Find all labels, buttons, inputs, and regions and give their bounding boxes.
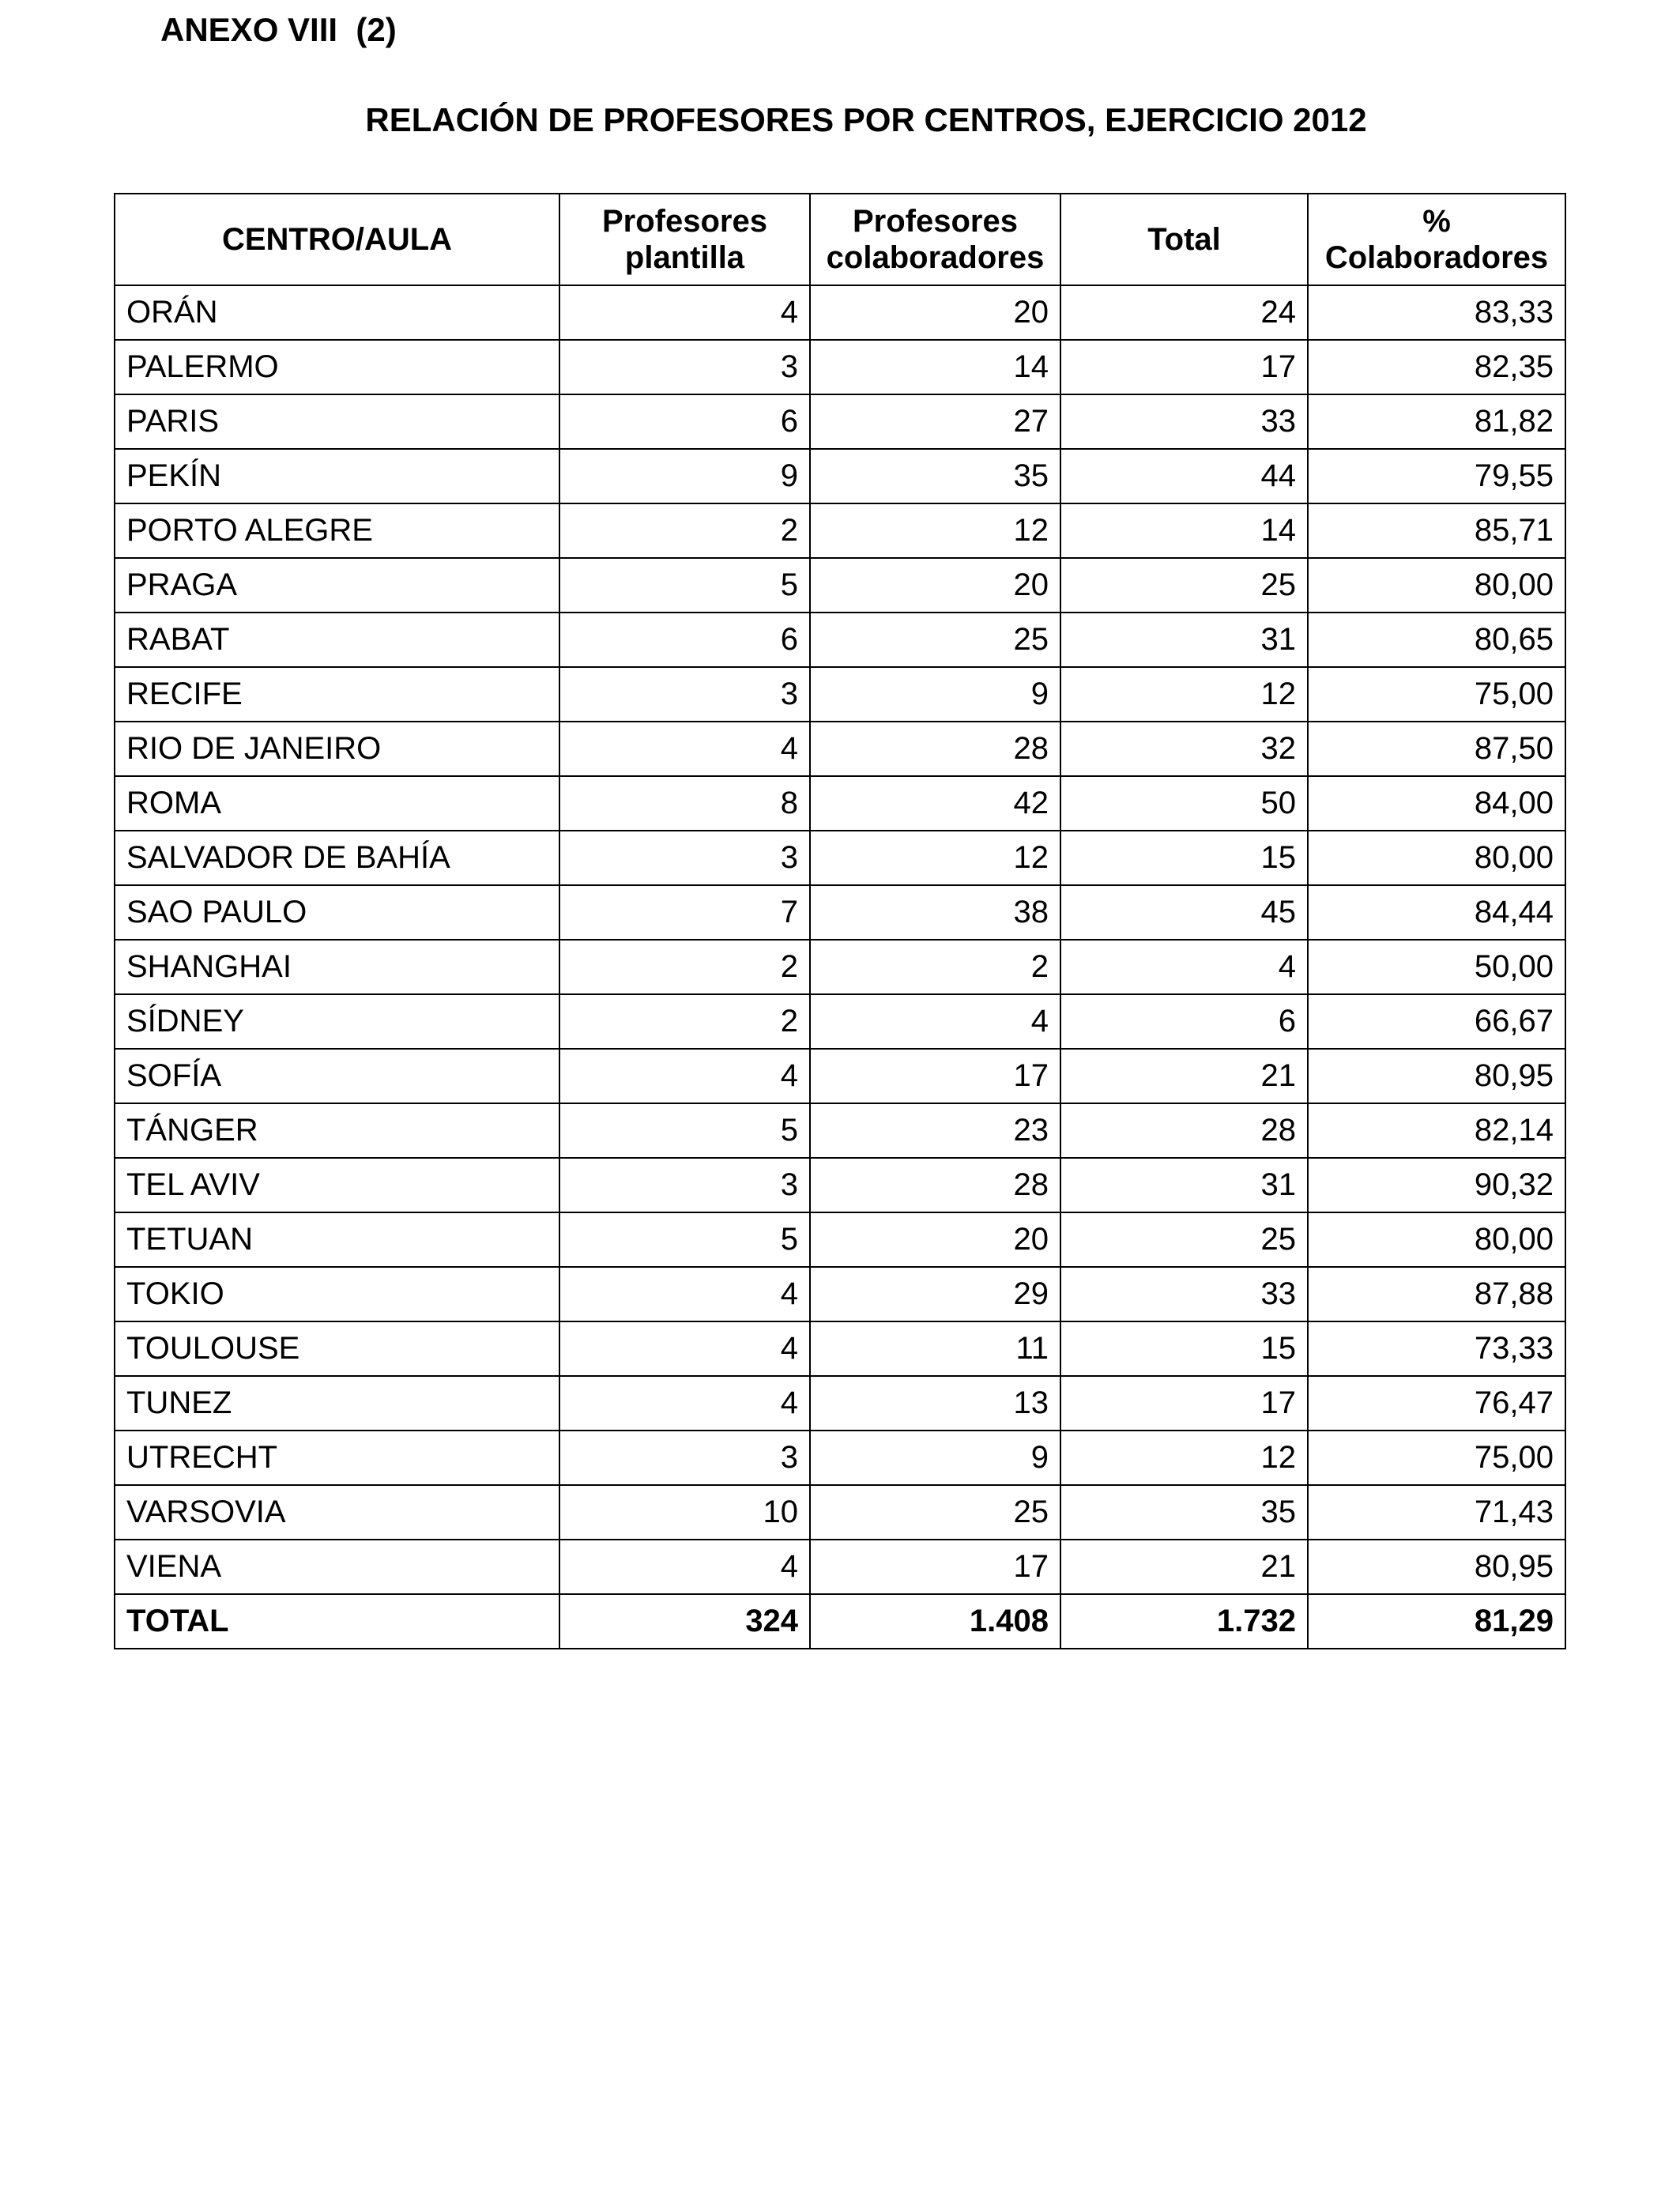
cell-colaboradores: 28: [810, 1158, 1060, 1212]
cell-total: 25: [1060, 558, 1308, 613]
cell-colaboradores: 14: [810, 340, 1060, 394]
cell-total: 17: [1060, 340, 1308, 394]
annex-label: ANEXO VIII (2): [160, 11, 397, 48]
table-row: [115, 1431, 1565, 1485]
header-pct-line2: Colaboradores: [1324, 240, 1549, 275]
table-body: [115, 285, 1565, 1649]
cell-pct: 82,14: [1308, 1103, 1565, 1158]
table-row: [115, 449, 1565, 503]
cell-colaboradores: 9: [810, 667, 1060, 722]
cell-plantilla: 2: [559, 994, 810, 1049]
table-row: [115, 994, 1565, 1049]
cell-plantilla: 4: [559, 1321, 810, 1376]
header-total-label: Total: [1147, 222, 1221, 257]
cell-centro: TEL AVIV: [115, 1158, 559, 1212]
header-total: [1060, 194, 1308, 285]
header-row: [115, 194, 1565, 285]
table-row: [115, 1376, 1565, 1431]
cell-plantilla: 3: [559, 831, 810, 885]
cell-centro: SÍDNEY: [115, 994, 559, 1049]
total-row: [115, 1594, 1565, 1649]
cell-centro: VARSOVIA: [115, 1485, 559, 1540]
cell-total: 31: [1060, 1158, 1308, 1212]
table-row: [115, 1158, 1565, 1212]
cell-colaboradores: 4: [810, 994, 1060, 1049]
cell-pct: 90,32: [1308, 1158, 1565, 1212]
cell-plantilla: 10: [559, 1485, 810, 1540]
cell-colaboradores: 42: [810, 776, 1060, 831]
cell-pct: 80,00: [1308, 831, 1565, 885]
cell-plantilla: 6: [559, 394, 810, 449]
cell-pct: 71,43: [1308, 1485, 1565, 1540]
cell-pct: 85,71: [1308, 503, 1565, 558]
cell-colaboradores: 9: [810, 1431, 1060, 1485]
cell-centro: SAO PAULO: [115, 885, 559, 940]
header-centro: [115, 194, 559, 285]
cell-centro: RIO DE JANEIRO: [115, 722, 559, 776]
cell-colaboradores: 12: [810, 503, 1060, 558]
cell-pct: 81,82: [1308, 394, 1565, 449]
cell-total: 17: [1060, 1376, 1308, 1431]
cell-pct: 80,00: [1308, 558, 1565, 613]
cell-colaboradores: 35: [810, 449, 1060, 503]
table-row: [115, 722, 1565, 776]
cell-total: 12: [1060, 1431, 1308, 1485]
total-colaboradores: 1.408: [810, 1594, 1060, 1649]
cell-total: 33: [1060, 394, 1308, 449]
header-plantilla-line2: plantilla: [624, 240, 745, 275]
cell-plantilla: 2: [559, 940, 810, 994]
cell-plantilla: 4: [559, 1267, 810, 1321]
header-colaboradores-line2: colaboradores: [826, 240, 1045, 275]
cell-colaboradores: 25: [810, 613, 1060, 667]
table-row: [115, 1321, 1565, 1376]
cell-centro: SOFÍA: [115, 1049, 559, 1103]
table-row: [115, 1212, 1565, 1267]
cell-total: 35: [1060, 1485, 1308, 1540]
table-row: [115, 1540, 1565, 1594]
document-title: RELACIÓN DE PROFESORES POR CENTROS, EJERCICIO 2012: [365, 101, 1367, 138]
cell-total: 31: [1060, 613, 1308, 667]
cell-plantilla: 4: [559, 722, 810, 776]
cell-centro: ORÁN: [115, 285, 559, 340]
cell-colaboradores: 20: [810, 1212, 1060, 1267]
header-pct: [1308, 194, 1565, 285]
cell-centro: ROMA: [115, 776, 559, 831]
cell-total: 6: [1060, 994, 1308, 1049]
table-row: [115, 1103, 1565, 1158]
table-row: [115, 285, 1565, 340]
cell-colaboradores: 20: [810, 558, 1060, 613]
cell-centro: TÁNGER: [115, 1103, 559, 1158]
cell-plantilla: 3: [559, 1158, 810, 1212]
cell-centro: TOKIO: [115, 1267, 559, 1321]
cell-plantilla: 5: [559, 1103, 810, 1158]
total-plantilla: 324: [559, 1594, 810, 1649]
cell-colaboradores: 12: [810, 831, 1060, 885]
header-centro-label: CENTRO/AULA: [221, 222, 453, 257]
cell-centro: SALVADOR DE BAHÍA: [115, 831, 559, 885]
cell-pct: 80,00: [1308, 1212, 1565, 1267]
cell-pct: 50,00: [1308, 940, 1565, 994]
cell-centro: RABAT: [115, 613, 559, 667]
cell-centro: TETUAN: [115, 1212, 559, 1267]
cell-colaboradores: 29: [810, 1267, 1060, 1321]
cell-plantilla: 9: [559, 449, 810, 503]
cell-plantilla: 4: [559, 1376, 810, 1431]
cell-colaboradores: 20: [810, 285, 1060, 340]
header-pct-line1: %: [1422, 204, 1451, 239]
table-header: [115, 194, 1565, 285]
cell-colaboradores: 17: [810, 1049, 1060, 1103]
cell-total: 28: [1060, 1103, 1308, 1158]
cell-centro: PRAGA: [115, 558, 559, 613]
cell-pct: 79,55: [1308, 449, 1565, 503]
header-plantilla: [559, 194, 810, 285]
total-total: 1.732: [1060, 1594, 1308, 1649]
cell-centro: RECIFE: [115, 667, 559, 722]
cell-total: 33: [1060, 1267, 1308, 1321]
cell-centro: PARIS: [115, 394, 559, 449]
cell-plantilla: 6: [559, 613, 810, 667]
cell-colaboradores: 28: [810, 722, 1060, 776]
total-label: TOTAL: [115, 1594, 559, 1649]
cell-total: 21: [1060, 1049, 1308, 1103]
cell-colaboradores: 23: [810, 1103, 1060, 1158]
cell-colaboradores: 27: [810, 394, 1060, 449]
cell-colaboradores: 11: [810, 1321, 1060, 1376]
cell-pct: 75,00: [1308, 1431, 1565, 1485]
table-row: [115, 1485, 1565, 1540]
cell-plantilla: 5: [559, 558, 810, 613]
table-row: [115, 558, 1565, 613]
cell-colaboradores: 17: [810, 1540, 1060, 1594]
cell-total: 14: [1060, 503, 1308, 558]
table-row: [115, 667, 1565, 722]
table-row: [115, 940, 1565, 994]
cell-plantilla: 3: [559, 1431, 810, 1485]
cell-colaboradores: 25: [810, 1485, 1060, 1540]
cell-total: 25: [1060, 1212, 1308, 1267]
cell-pct: 87,50: [1308, 722, 1565, 776]
cell-pct: 80,95: [1308, 1049, 1565, 1103]
table-row: [115, 885, 1565, 940]
cell-pct: 83,33: [1308, 285, 1565, 340]
header-plantilla-line1: Profesores: [602, 204, 767, 239]
cell-centro: SHANGHAI: [115, 940, 559, 994]
cell-plantilla: 3: [559, 340, 810, 394]
cell-colaboradores: 38: [810, 885, 1060, 940]
table-row: [115, 831, 1565, 885]
cell-pct: 84,00: [1308, 776, 1565, 831]
cell-centro: PEKÍN: [115, 449, 559, 503]
table-row: [115, 613, 1565, 667]
cell-centro: PORTO ALEGRE: [115, 503, 559, 558]
cell-total: 15: [1060, 831, 1308, 885]
table-row: [115, 1267, 1565, 1321]
cell-centro: PALERMO: [115, 340, 559, 394]
cell-centro: TOULOUSE: [115, 1321, 559, 1376]
cell-total: 32: [1060, 722, 1308, 776]
cell-total: 12: [1060, 667, 1308, 722]
header-colaboradores: [810, 194, 1060, 285]
table-row: [115, 1049, 1565, 1103]
cell-total: 45: [1060, 885, 1308, 940]
cell-pct: 84,44: [1308, 885, 1565, 940]
cell-plantilla: 4: [559, 285, 810, 340]
cell-pct: 73,33: [1308, 1321, 1565, 1376]
cell-total: 4: [1060, 940, 1308, 994]
table-row: [115, 503, 1565, 558]
cell-centro: TUNEZ: [115, 1376, 559, 1431]
cell-plantilla: 2: [559, 503, 810, 558]
cell-plantilla: 8: [559, 776, 810, 831]
cell-colaboradores: 13: [810, 1376, 1060, 1431]
cell-pct: 80,65: [1308, 613, 1565, 667]
cell-pct: 82,35: [1308, 340, 1565, 394]
total-pct: 81,29: [1308, 1594, 1565, 1649]
cell-plantilla: 3: [559, 667, 810, 722]
cell-pct: 66,67: [1308, 994, 1565, 1049]
cell-centro: UTRECHT: [115, 1431, 559, 1485]
cell-pct: 75,00: [1308, 667, 1565, 722]
table-row: [115, 776, 1565, 831]
cell-total: 21: [1060, 1540, 1308, 1594]
cell-centro: VIENA: [115, 1540, 559, 1594]
cell-pct: 76,47: [1308, 1376, 1565, 1431]
cell-pct: 87,88: [1308, 1267, 1565, 1321]
cell-plantilla: 5: [559, 1212, 810, 1267]
table-row: [115, 340, 1565, 394]
cell-total: 15: [1060, 1321, 1308, 1376]
cell-total: 24: [1060, 285, 1308, 340]
cell-colaboradores: 2: [810, 940, 1060, 994]
header-colaboradores-line1: Profesores: [853, 204, 1018, 239]
cell-total: 44: [1060, 449, 1308, 503]
cell-plantilla: 4: [559, 1540, 810, 1594]
cell-pct: 80,95: [1308, 1540, 1565, 1594]
cell-total: 50: [1060, 776, 1308, 831]
cell-plantilla: 7: [559, 885, 810, 940]
table-row: [115, 394, 1565, 449]
teachers-table: [114, 193, 1566, 1649]
cell-plantilla: 4: [559, 1049, 810, 1103]
